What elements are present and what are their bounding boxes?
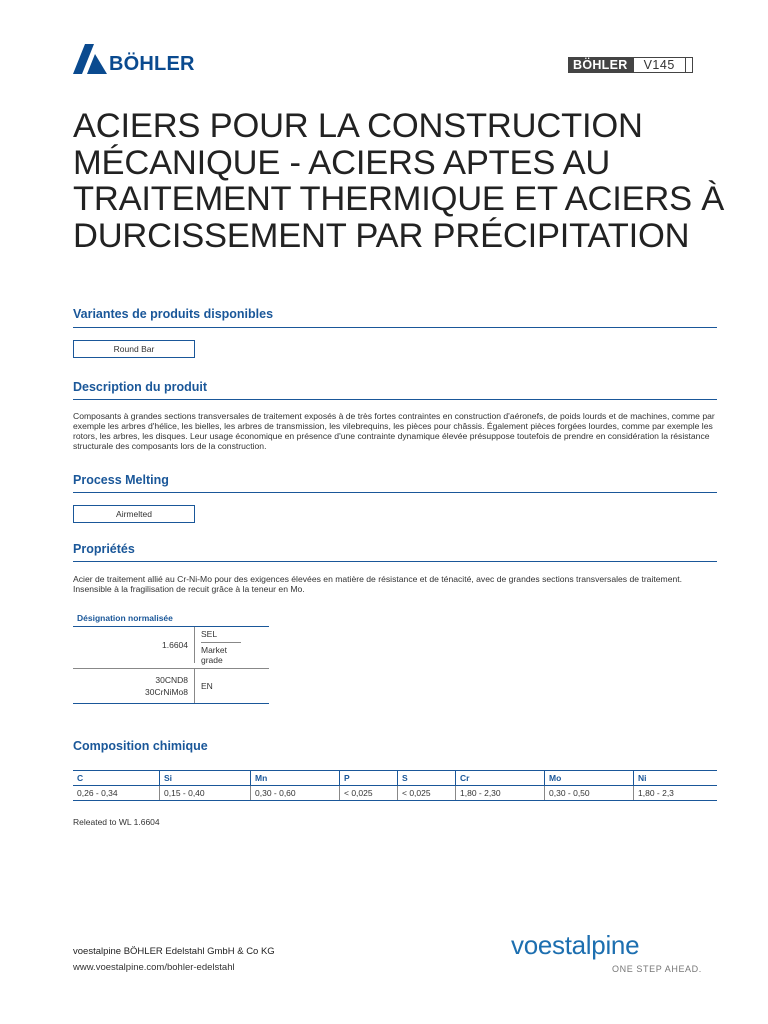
section-rule [73,492,717,493]
designation-table [73,610,269,704]
logo-text: BÖHLER [109,53,195,75]
composition-value-mo: 0,30 - 0,50 [545,786,634,801]
section-title-properties: Propriétés [73,542,135,556]
designation-row [73,627,269,668]
designation-header: Désignation normalisée [73,610,269,627]
section-title-composition: Composition chimique [73,739,208,753]
composition-value-row [73,786,717,801]
designation-standard: EN [201,681,213,691]
footer-company: voestalpine BÖHLER Edelstahl GmbH & Co KG [73,946,275,957]
product-code-badge [568,57,693,73]
properties-text: Acier de traitement allié au Cr-Ni-Mo pour des exigences élevées en matière de résistance et de ténacité, avec de grandes sections transversales de traitement. Insensible à la fragilisation de recuit grâce à la teneur en Mo. [73,574,683,594]
bohler-logo [73,44,195,74]
designation-row [73,669,269,703]
designation-standard: Market grade [201,642,241,668]
composition-value-mn: 0,30 - 0,60 [251,786,340,801]
section-rule [73,399,717,400]
composition-value-ni: 1,80 - 2,3 [634,786,718,801]
section-rule [73,327,717,328]
composition-value-si: 0,15 - 0,40 [160,786,251,801]
composition-value-p: < 0,025 [340,786,398,801]
voestalpine-slogan: ONE STEP AHEAD. [612,964,702,974]
variant-tag-round-bar: Round Bar [73,340,195,358]
badge-brand: BÖHLER [568,57,633,73]
bohler-logo-mark-icon [73,44,107,74]
designation-standards [195,669,269,703]
composition-header-mo: Mo [545,771,634,786]
composition-header-mn: Mn [251,771,340,786]
section-title-variants: Variantes de produits disponibles [73,307,274,321]
composition-value-s: < 0,025 [398,786,456,801]
section-rule [73,561,717,562]
designation-name: 1.6604 [73,627,195,663]
composition-header-c: C [73,771,160,786]
designation-name: 30CND8 30CrNiMo8 [73,669,195,703]
composition-header-si: Si [160,771,251,786]
composition-value-c: 0,26 - 0,34 [73,786,160,801]
section-title-process: Process Melting [73,473,169,487]
composition-header-p: P [340,771,398,786]
badge-tail [686,57,693,73]
description-text: Composants à grandes sections transversales de traitement exposés à de très fortes contraintes en construction d'aéronefs, de poids lourds et de machines, comme par exemple les arbres d'hélice, les bielles, les arbres de transmission, les vilebrequins, les pièces pour châssis. Également pièces forgées lourdes, comme par exemple les rotors, les arbres, les disques. Leur usage économique en présence d'une contrainte dynamique élevée présuppose toutefois de prendre en considération la résistance structurale des composants lors de la construction. [73,411,715,451]
composition-note: Releated to WL 1.6604 [73,817,160,827]
composition-header-cr: Cr [456,771,545,786]
composition-table [73,770,717,801]
page-title: ACIERS POUR LA CONSTRUCTION MÉCANIQUE - ACIERS APTES AU TRAITEMENT THERMIQUE ET ACIERS À DURCISSEMENT PAR PRÉCIPITATION [73,107,725,255]
designation-table-end [73,703,269,704]
section-title-description: Description du produit [73,380,208,394]
composition-header-ni: Ni [634,771,718,786]
designation-standards [195,627,269,668]
designation-standard: SEL [201,629,218,639]
voestalpine-logo: voestalpine [511,930,640,960]
badge-code: V145 [633,57,686,73]
process-tag-airmelted: Airmelted [73,505,195,523]
footer-url[interactable]: www.voestalpine.com/bohler-edelstahl [73,962,235,973]
composition-header-s: S [398,771,456,786]
composition-header-row [73,771,717,786]
composition-value-cr: 1,80 - 2,30 [456,786,545,801]
